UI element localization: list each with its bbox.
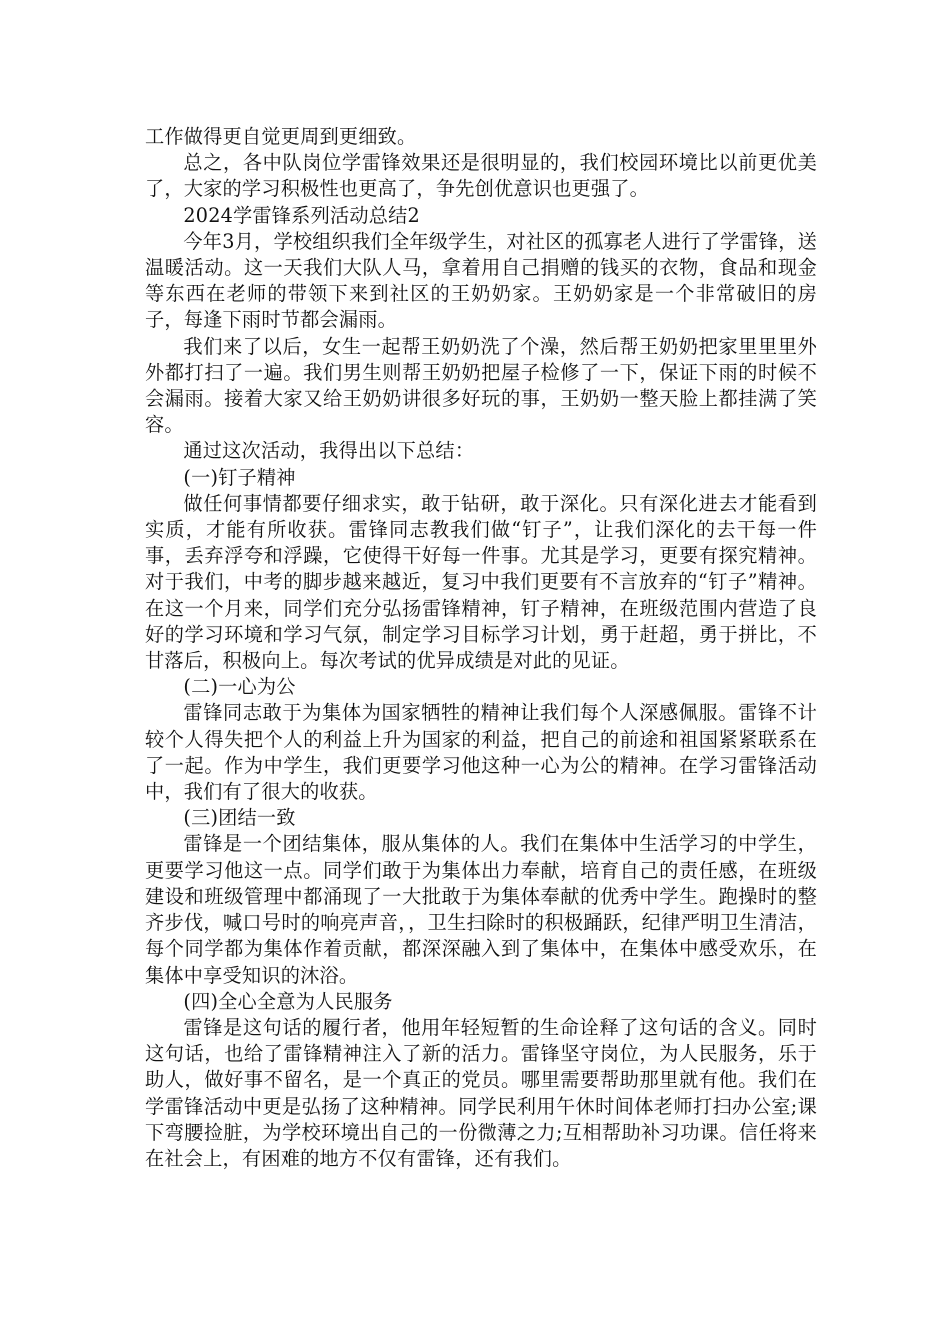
heading-selfless: (二)一心为公	[183, 675, 296, 699]
heading-serve-people: (四)全心全意为人民服务	[183, 989, 393, 1013]
paragraph-nail-spirit: 做任何事情都要仔细求实，敢于钻研，敢于深化。只有深化进去才能看到实质，才能有所收获。雷锋同志教我们做“钉子”，让我们深化的去干每一件事，丢弃浮夸和浮躁，它使得干好每一件事。尤其是学习，更要有探究精神。对于我们，中考的脚步越来越近，复习中我们更要有不言放弃的“钉子”精神。在这一个月来，同学们充分弘扬雷锋精神，钉子精神，在班级范围内营造了良好的学习环境和学习气氛，制定学习目标学习计划，勇于赶超，勇于拼比，不甘落后，积极向上。每次考试的优异成绩是对此的见证。	[145, 491, 817, 673]
document-page	[145, 124, 817, 1172]
paragraph-summary: 总之，各中队岗位学雷锋效果还是很明显的，我们校园环境比以前更优美了，大家的学习积极性也更高了，争先创优意识也更强了。	[145, 151, 817, 201]
paragraph-conclusion-intro: 通过这次活动，我得出以下总结：	[183, 439, 475, 463]
paragraph-serve-people: 雷锋是这句话的履行者，他用年轻短暂的生命诠释了这句话的含义。同时这句话，也给了雷锋精神注入了新的活力。雷锋坚守岗位，为人民服务，乐于助人，做好事不留名，是一个真正的党员。哪里需要帮助那里就有他。我们在学雷锋活动中更是弘扬了这种精神。同学民利用午休时间体老师打扫办公室;课下弯腰捡脏，为学校环境出自己的一份微薄之力;互相帮助补习功课。信任将来在社会上，有困难的地方不仅有雷锋，还有我们。	[145, 1015, 817, 1170]
paragraph-selfless: 雷锋同志敢于为集体为国家牺牲的精神让我们每个人深感佩服。雷锋不计较个人得失把个人的利益上升为国家的利益，把自己的前途和祖国紧紧联系在了一起。作为中学生，我们更要学习他这种一心为公的精神。在学习雷锋活动中，我们有了很大的收获。	[145, 701, 817, 804]
paragraph-unity: 雷锋是一个团结集体，服从集体的人。我们在集体中生活学习的中学生，更要学习他这一点。同学们敢于为集体出力奉献，培育自己的责任感，在班级建设和班级管理中都涌现了一大批敢于为集体奉献的优秀中学生。跑操时的整齐步伐，喊口号时的响亮声音，，卫生扫除时的积极踊跃，纪律严明卫生清洁，每个同学都为集体作着贡献，都深深融入到了集体中，在集体中感受欢乐，在集体中享受知识的沐浴。	[145, 832, 817, 987]
paragraph-helping: 我们来了以后，女生一起帮王奶奶洗了个澡，然后帮王奶奶把家里里里外外都打扫了一遍。我们男生则帮王奶奶把屋子检修了一下，保证下雨的时候不会漏雨。接着大家又给王奶奶讲很多好玩的事，王奶奶一整天脸上都挂满了笑容。	[145, 334, 817, 437]
section-title: 2024学雷锋系列活动总结2	[183, 203, 420, 227]
heading-unity: (三)团结一致	[183, 806, 296, 830]
paragraph-activity: 今年3月，学校组织我们全年级学生，对社区的孤寡老人进行了学雷锋，送温暖活动。这一天我们大队人马，拿着用自己捐赠的钱买的衣物，食品和现金等东西在老师的带领下来到社区的王奶奶家。王奶奶家是一个非常破旧的房子，每逢下雨时节都会漏雨。	[145, 229, 817, 332]
heading-nail-spirit: (一)钉子精神	[183, 465, 296, 489]
paragraph-continuation: 工作做得更自觉更周到更细致。	[145, 125, 417, 148]
